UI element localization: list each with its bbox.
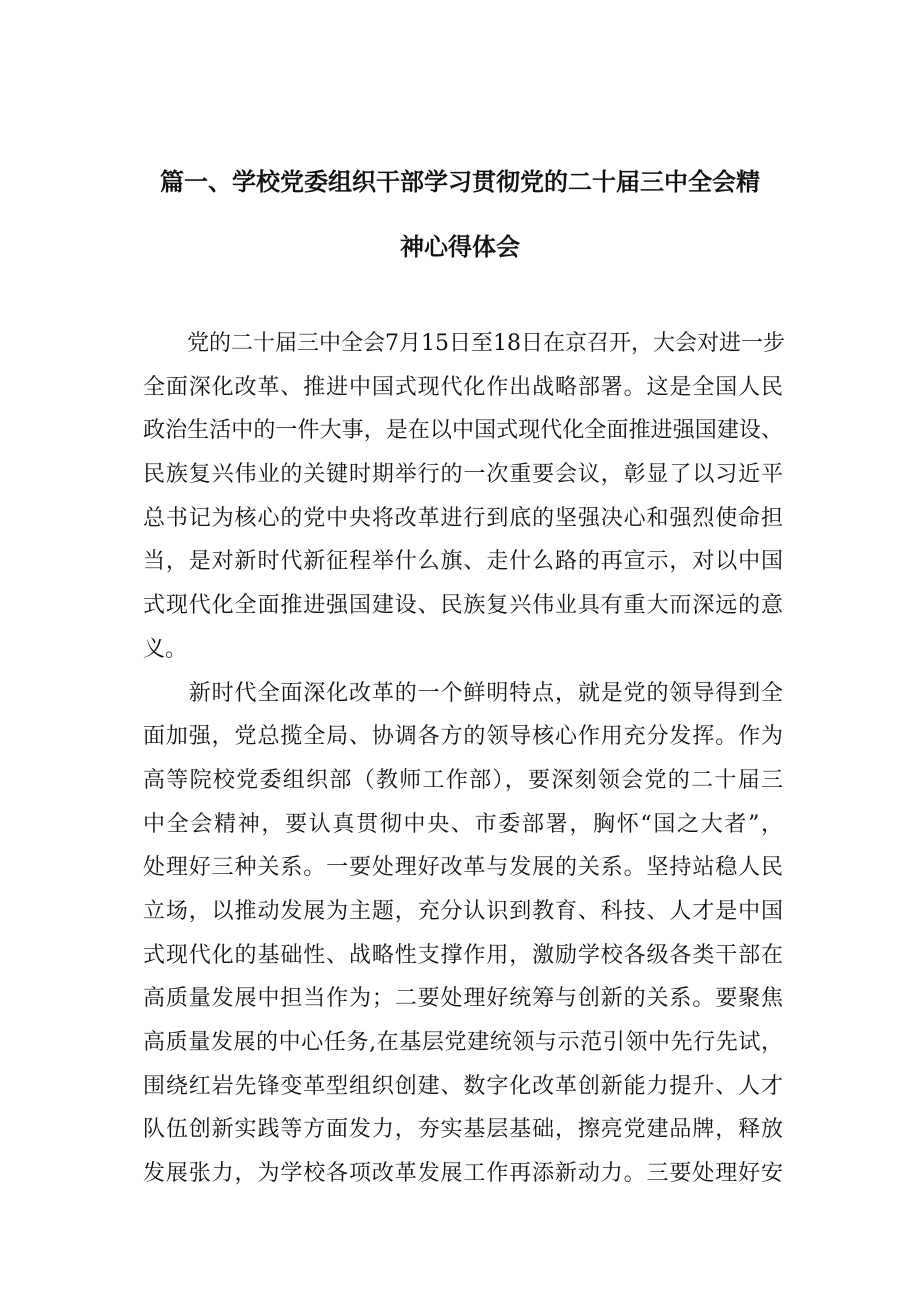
- document-title-line-1: 篇一、学校党委组织干部学习贯彻党的二十届三中全会精: [160, 168, 760, 196]
- text-line: 中全会精神，要认真贯彻中央、市委部署，胸怀“国之大者”，: [143, 811, 783, 837]
- text-line: 义。: [143, 636, 188, 662]
- text-line: 面加强，党总揽全局、协调各方的领导核心作用充分发挥。作为: [143, 724, 783, 750]
- text-line: 高等院校党委组织部（教师工作部），要深刻领会党的二十届三: [143, 767, 783, 793]
- text-line: 高质量发展的中心任务,在基层党建统领与示范引领中先行先试，: [143, 1030, 783, 1055]
- text-line: 立场，以推动发展为主题，充分认识到教育、科技、人才是中国: [143, 898, 783, 924]
- text-line: 围绕红岩先锋变革型组织创建、数字化改革创新能力提升、人才: [143, 1073, 783, 1099]
- text-line: 新时代全面深化改革的一个鲜明特点，就是党的领导得到全: [143, 680, 783, 706]
- text-line: 式现代化的基础性、战略性支撑作用，激励学校各级各类干部在: [143, 942, 783, 968]
- document-title-line-2: 神心得体会: [400, 233, 520, 261]
- paragraph-2: [143, 672, 783, 1196]
- text-line: 全面深化改革、推进中国式现代化作出战略部署。这是全国人民: [143, 374, 783, 400]
- text-line: 总书记为核心的党中央将改革进行到底的坚强决心和强烈使命担: [143, 505, 783, 531]
- text-line: 队伍创新实践等方面发力，夯实基层基础，擦亮党建品牌，释放: [143, 1117, 783, 1143]
- document-body: [143, 322, 783, 1196]
- text-line: 党的二十届三中全会7月15日至18日在京召开，大会对进一步: [143, 331, 785, 356]
- text-line: 政治生活中的一件大事，是在以中国式现代化全面推进强国建设、: [143, 418, 783, 444]
- text-line: 发展张力，为学校各项改革发展工作再添新动力。三要处理好安: [143, 1161, 783, 1187]
- text-line: 当，是对新时代新征程举什么旗、走什么路的再宣示，对以中国: [143, 549, 783, 575]
- text-line: 式现代化全面推进强国建设、民族复兴伟业具有重大而深远的意: [143, 593, 783, 619]
- text-line: 民族复兴伟业的关键时期举行的一次重要会议，彰显了以习近平: [143, 462, 783, 488]
- text-line: 高质量发展中担当作为；二要处理好统筹与创新的关系。要聚焦: [143, 986, 783, 1012]
- paragraph-1: [143, 322, 783, 672]
- text-line: 处理好三种关系。一要处理好改革与发展的关系。坚持站稳人民: [143, 855, 783, 881]
